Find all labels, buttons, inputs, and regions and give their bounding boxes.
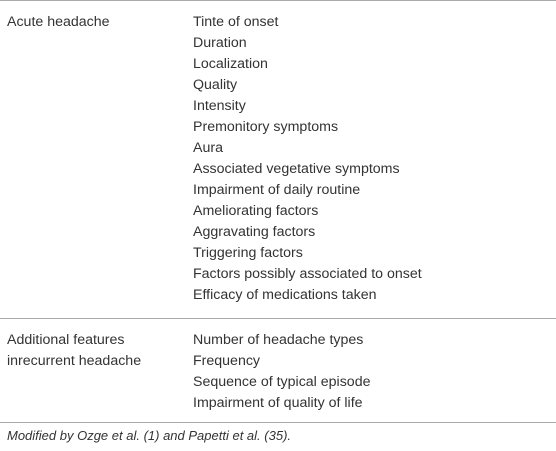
- footnote-text: Modified by Ozge et al. (: [7, 428, 148, 443]
- table-footnote: [7, 427, 291, 445]
- table-top-rule: [0, 0, 556, 1]
- list-item: Localization: [193, 56, 268, 72]
- list-item: Associated vegetative symptoms: [193, 161, 400, 177]
- list-item: Triggering factors: [193, 245, 303, 261]
- list-item: Intensity: [193, 98, 246, 114]
- section-label-additional-features: [7, 330, 141, 372]
- list-item: Impairment of quality of life: [193, 395, 363, 411]
- list-item: Duration: [193, 35, 247, 51]
- section-label-acute-headache: Acute headache: [7, 14, 110, 30]
- list-item: Factors possibly associated to onset: [193, 266, 422, 282]
- list-item: Frequency: [193, 353, 261, 369]
- reference-link[interactable]: 35: [268, 428, 284, 443]
- footnote-text: ).: [283, 428, 292, 443]
- section-label-line: Additional features: [7, 332, 125, 348]
- additional-features-items: [193, 330, 370, 414]
- list-item: Sequence of typical episode: [193, 374, 371, 390]
- footnote-text: ) and Papetti et al. (: [155, 428, 269, 443]
- list-item: Aggravating factors: [193, 224, 316, 240]
- list-item: Aura: [193, 140, 223, 156]
- list-item: Number of headache types: [193, 332, 364, 348]
- list-item: Tinte of onset: [193, 14, 279, 30]
- section-divider-rule: [0, 318, 556, 319]
- list-item: Quality: [193, 77, 238, 93]
- list-item: Ameliorating factors: [193, 203, 319, 219]
- acute-headache-items: [193, 12, 422, 306]
- table-bottom-rule: [0, 422, 556, 423]
- list-item: Impairment of daily routine: [193, 182, 361, 198]
- reference-link[interactable]: 1: [147, 428, 156, 443]
- section-label-line: inrecurrent headache: [7, 353, 142, 369]
- list-item: Premonitory symptoms: [193, 119, 339, 135]
- list-item: Efficacy of medications taken: [193, 287, 377, 303]
